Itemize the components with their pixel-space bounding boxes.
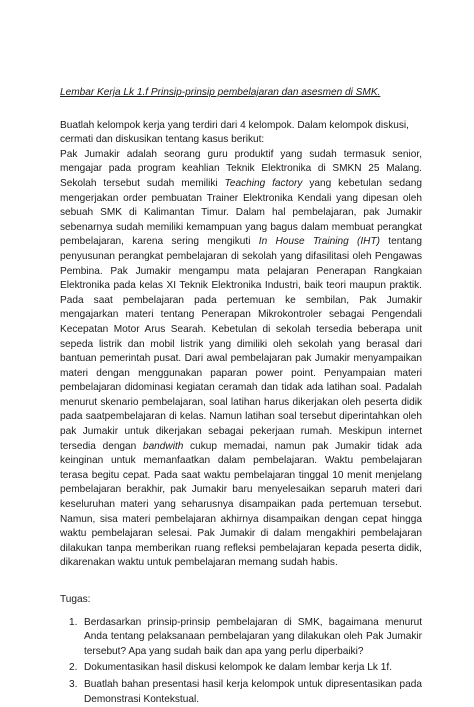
intro-paragraph: Buatlah kelompok kerja yang terdiri dari 4 kelompok. Dalam kelompok diskusi, cermati dan diskusikan tentang kasus berikut: bbox=[60, 119, 409, 146]
task-text: Berdasarkan prinsip-prinsip pembelajaran di SMK, bagaimana menurut Anda tentang pelaksanaan pembelajaran yang dilakukan oleh Pak Jumakir tersebut? Apa yang sudah baik dan apa yang perlu diperbaiki? bbox=[84, 616, 422, 657]
tasks-heading: Tugas: bbox=[60, 594, 91, 605]
case-term-teaching-factory: Teaching factory bbox=[224, 177, 303, 189]
case-text-part-4: cukup memadai, namun pak Jumakir tidak ada keinginan untuk memanfaatkan dalam pembelajaran. Waktu pembelajaran terasa begitu cepat. Pada saat waktu pembelajaran tinggal 10 menit menjelang pembelajaran berakhir, pak Jumakir baru menyelesaikan separuh materi dari keseluruhan materi yang seharusnya disampaikan pada pertemuan tersebut. Namun, sisa materi pembelajaran akhirnya disampaikan dengan cepat hingga waktu pembelajaran selesai. Pak Jumakir di dalam mengakhiri pembelajaran dilakukan tanpa memberikan ruang refleksi pembelajaran kepada peserta didik, dikarenakan waktu untuk pembelajaran memang sudah habis. bbox=[60, 440, 422, 569]
task-number: 1. bbox=[69, 616, 78, 628]
case-term-bandwith: bandwith bbox=[142, 440, 184, 452]
task-number: 3. bbox=[69, 678, 78, 690]
worksheet-title: Lembar Kerja Lk 1.f Prinsip-prinsip pembelajaran dan asesmen di SMK. bbox=[60, 87, 381, 98]
case-text-part-3: tentang penyusunan perangkat pembelajaran di sekolah yang difasilitasi oleh Pengawas Pembina. Pak Jumakir mengampu mata pelajaran Penerapan Rangkaian Elektronika pada kelas XI Teknik Elektronika Industri, baik teori maupun praktik. Pada saat pembelajaran pada pertemuan ke sembilan, Pak Jumakir mengajarkan materi tentang Penerapan Mikrokontroler sebagai Pengendali Kecepatan Motor Arus Searah. Kebetulan di sekolah tersedia beberapa unit sepeda listrik dan mobil listrik yang dimiliki oleh sekolah yang berasal dari bantuan pemerintah pusat. Dari awal pembelajaran pak Jumakir menyampaikan materi dengan menggunakan paparan power point. Penyampaian materi pembelajaran didominasi kegiatan ceramah dan tidak ada latihan soal. Padalah menurut skenario pembelajaran, soal latihan harus dikerjakan oleh peserta didik pada saatpembelajaran di kelas. Namun latihan soal tersebut diperintahkan oleh pak Jumakir untuk dikerjakan sebagai pekerjaan rumah. Meskipun internet tersedia dengan bbox=[60, 236, 422, 452]
task-item bbox=[60, 661, 422, 676]
case-study-paragraph bbox=[60, 148, 422, 571]
task-item bbox=[60, 616, 422, 660]
case-text-part-1: Pak Jumakir adalah seorang guru produktif yang sudah termasuk senior, mengajar pada program keahlian Teknik Elektronika di SMKN 25 Malang. Sekolah tersebut sudah memiliki bbox=[60, 148, 422, 189]
case-text-part-2: yang kebetulan sedang mengerjakan order pembuatan Trainer Elektronika Kendali yang dipesan oleh sebuah SMK di Kalimantan Timur. Dalam hal pembelajaran, pak Jumakir sebenarnya sudah memiliki kemampuan yang bagus dalam membuat perangkat pembelajaran, karena sering mengikuti bbox=[60, 177, 422, 248]
tasks-list bbox=[60, 616, 422, 707]
task-text: Dokumentasikan hasil diskusi kelompok ke dalam lembar kerja Lk 1f. bbox=[84, 662, 392, 674]
task-text: Buatlah bahan presentasi hasil kerja kelompok untuk dipresentasikan pada Demonstrasi Kontekstual. bbox=[84, 678, 422, 705]
task-item bbox=[60, 678, 422, 707]
task-number: 2. bbox=[69, 662, 78, 674]
case-term-iht: In House Training (IHT) bbox=[258, 236, 380, 248]
